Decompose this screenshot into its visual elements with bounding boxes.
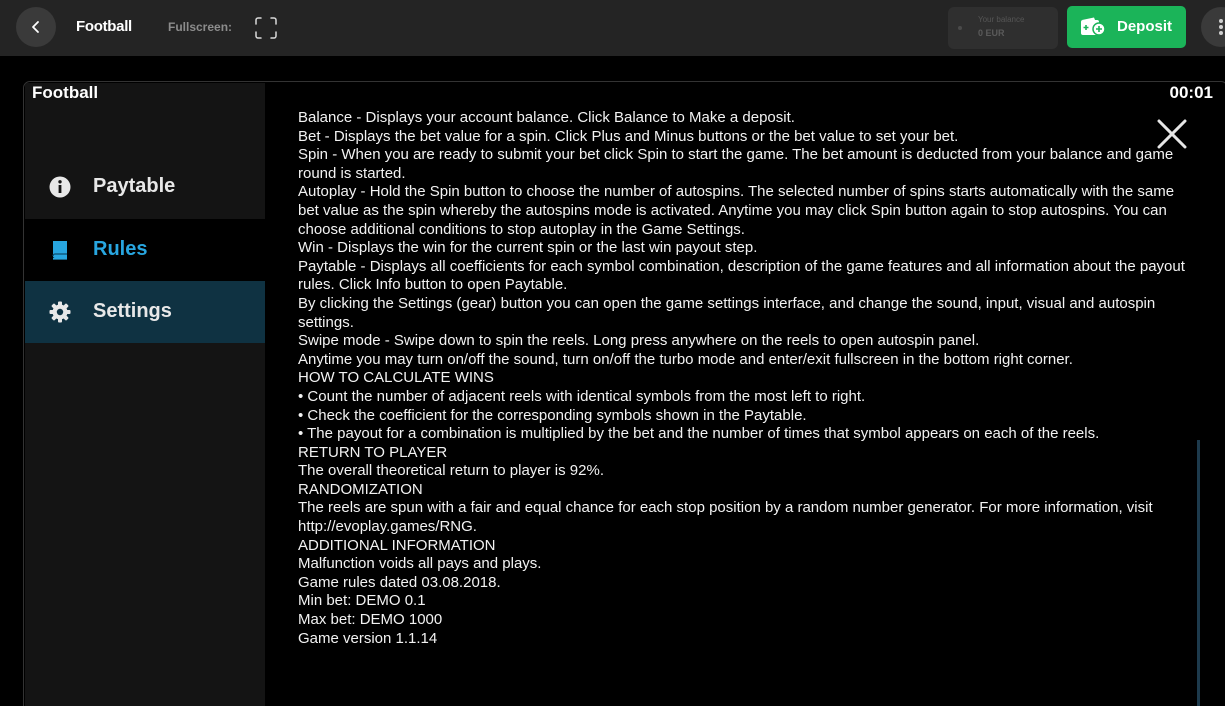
balance-value: 0 EUR — [978, 28, 1005, 38]
book-icon — [48, 238, 72, 262]
rules-paragraph: Swipe mode - Swipe down to spin the reels. Long press anywhere on the reels to open autospin panel. — [298, 332, 980, 350]
game-frame — [23, 81, 1225, 706]
balance-dot-icon — [958, 26, 962, 30]
back-button[interactable] — [16, 7, 56, 47]
info-icon — [48, 175, 72, 199]
top-bar — [0, 0, 1225, 56]
balance-widget[interactable] — [948, 7, 1058, 49]
fullscreen-icon — [252, 14, 280, 42]
list-item: Game rules dated 03.08.2018. — [298, 573, 501, 591]
rules-sidebar — [25, 83, 265, 706]
game-name: Football — [76, 18, 132, 35]
more-menu-button[interactable] — [1201, 7, 1225, 47]
rules-paragraph: The overall theoretical return to player is 92%. — [298, 462, 604, 480]
rules-paragraph: Paytable - Displays all coefficients for each symbol combination, description of the game features and all information about the payout rules. Click Info button to open Paytable. — [298, 257, 1185, 294]
rules-paragraph: Spin - When you are ready to submit your bet click Spin to start the game. The bet amount is deducted from your balance and game round is started. — [298, 146, 1174, 182]
list-item: • The payout for a combination is multiplied by the bet and the number of times that symbol appears on each of the reels. — [298, 425, 1100, 443]
list-item: • Count the number of adjacent reels with identical symbols from the most left to right. — [298, 387, 866, 405]
gear-icon — [48, 300, 72, 324]
rules-paragraph: By clicking the Settings (gear) button you can open the game settings interface, and change the sound, input, visual and autospin settings. — [298, 294, 1156, 331]
sidebar-item-rules[interactable] — [25, 219, 265, 281]
section-heading: ADDITIONAL INFORMATION — [298, 536, 496, 554]
fullscreen-label: Fullscreen: — [168, 20, 233, 34]
list-item: • Check the coefficient for the corresponding symbols shown in the Paytable. — [298, 406, 807, 424]
section-heading: RANDOMIZATION — [298, 480, 423, 498]
rules-paragraph: Win - Displays the win for the current spin or the last win payout step. — [298, 239, 758, 257]
list-item: Min bet: DEMO 0.1 — [298, 592, 426, 610]
rules-paragraph: The reels are spun with a fair and equal chance for each stop position by a random number generator. For more information, visit http://evoplay.games/RNG. — [298, 499, 1153, 536]
rules-paragraph: Bet - Displays the bet value for a spin. Click Plus and Minus buttons or the bet value to set your bet. — [298, 127, 959, 145]
wallet-plus-icon — [1080, 17, 1106, 37]
rules-paragraph: Balance - Displays your account balance. Click Balance to Make a deposit. — [298, 109, 795, 126]
list-item: Max bet: DEMO 1000 — [298, 611, 443, 629]
deposit-button[interactable] — [1067, 6, 1186, 48]
session-timer: 00:01 — [1169, 83, 1213, 102]
list-item: Malfunction voids all pays and plays. — [298, 555, 542, 573]
sidebar-item-label: Settings — [93, 300, 172, 322]
chevron-left-icon — [29, 20, 43, 34]
rules-paragraph: Anytime you may turn on/off the sound, turn on/off the turbo mode and enter/exit fullscreen in the bottom right corner. — [298, 350, 1073, 368]
rules-paragraph: Autoplay - Hold the Spin button to choose the number of autospins. The selected number of spins starts automatically with the same bet value as the spin whereby the autospins mode is activated. Anytime you may click Spin button again to stop autospins. You can choose additional conditions to stop autoplay in the Game Settings. — [298, 183, 1175, 238]
balance-title: Your balance — [978, 15, 1025, 24]
rules-content — [298, 109, 1188, 648]
game-title: Football — [32, 83, 99, 102]
deposit-label: Deposit — [1117, 18, 1173, 35]
sidebar-item-label: Paytable — [93, 175, 176, 197]
fullscreen-button[interactable] — [252, 14, 280, 42]
sidebar-item-label: Rules — [93, 238, 148, 260]
list-item: Game version 1.1.14 — [298, 629, 438, 647]
content-scrollbar[interactable] — [1197, 440, 1200, 706]
sidebar-item-paytable[interactable] — [25, 156, 265, 218]
sidebar-item-settings[interactable] — [25, 281, 265, 343]
section-heading: RETURN TO PLAYER — [298, 443, 448, 461]
section-heading: HOW TO CALCULATE WINS — [298, 369, 494, 387]
